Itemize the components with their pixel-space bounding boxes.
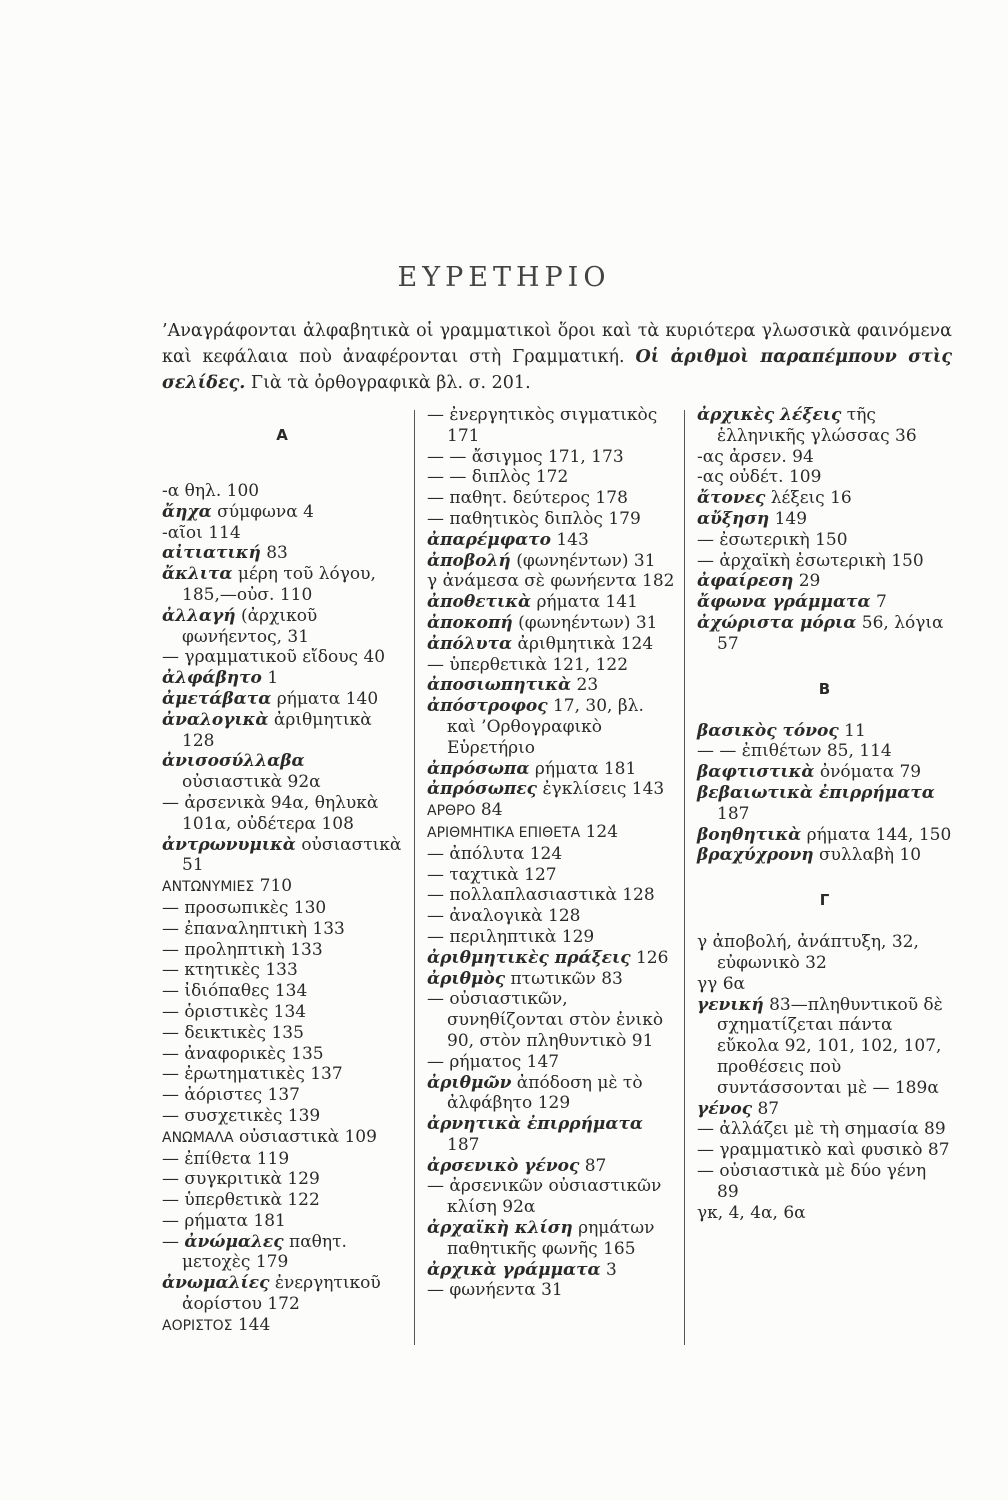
index-entry <box>427 405 675 447</box>
index-entry <box>697 932 952 974</box>
entry-text: — κτητικὲς 133 <box>162 960 298 981</box>
index-entry <box>427 759 675 780</box>
index-entry <box>162 1106 402 1127</box>
entry-text: — περιληπτικὰ 129 <box>427 926 595 947</box>
entry-term: ἀνωμαλίες <box>162 1273 270 1294</box>
intro-tail: Γιὰ τὰ ὀρθογραφικὰ βλ. σ. 201. <box>250 373 531 393</box>
entry-text: 1 <box>267 668 279 689</box>
entry-text: 23 <box>576 675 599 696</box>
index-entry <box>427 800 675 822</box>
index-entry <box>162 1149 402 1170</box>
index-entry <box>697 530 952 551</box>
entry-text: γγ 6α <box>697 973 746 994</box>
index-entry <box>427 488 675 509</box>
entry-text: — παθητικὸς διπλὸς 179 <box>427 508 641 529</box>
entry-text: — δεικτικὲς 135 <box>162 1022 304 1043</box>
entry-term: ἀποκοπή <box>427 612 513 633</box>
index-column-1 <box>162 405 402 1337</box>
index-entry <box>427 634 675 655</box>
entry-text: 187 <box>447 1134 480 1155</box>
entry-text: 83 <box>266 543 288 564</box>
intro-paragraph <box>162 318 952 396</box>
index-entry <box>697 551 952 572</box>
index-entry <box>162 1190 402 1211</box>
entry-term: ἄκλιτα <box>162 564 233 585</box>
entry-text: 187 <box>717 803 750 824</box>
entry-text: — οὐσιαστικῶν, συνηθίζονται στὸν ἑνικὸ 90, στὸν πληθυντικὸ 91 <box>427 989 664 1051</box>
entry-text: ρήματα 144, 150 <box>806 824 952 845</box>
entry-text: — — ἐπιθέτων 85, 114 <box>697 741 892 762</box>
entry-text: — ἐπαναληπτικὴ 133 <box>162 918 345 939</box>
index-entry <box>427 1280 675 1301</box>
entry-term: ἀρνητικὰ ἐπιρρήματα <box>427 1114 643 1135</box>
index-entry <box>697 613 952 655</box>
entry-text: γ ἀνάμεσα σὲ φωνήεντα 182 <box>427 571 675 592</box>
index-entry <box>162 981 402 1002</box>
index-entry <box>162 564 402 606</box>
entry-text: — ρήματα 181 <box>162 1210 286 1231</box>
index-entry <box>162 1232 402 1274</box>
index-entry <box>162 710 402 752</box>
index-entry <box>427 1073 675 1115</box>
entry-text: 710 <box>259 876 293 897</box>
entry-term: ἀχώριστα μόρια <box>697 612 857 633</box>
entry-text: — ἐρωτηματικὲς 137 <box>162 1064 343 1085</box>
entry-text: — ὁριστικὲς 134 <box>162 1001 307 1022</box>
entry-text: — ὑπερθετικὰ 121, 122 <box>427 654 629 675</box>
index-entry <box>427 675 675 696</box>
entry-term: ἀποσιωπητικὰ <box>427 675 572 696</box>
column-divider <box>684 410 685 1345</box>
entry-text: 3 <box>606 1259 617 1280</box>
entry-text: — πολλαπλασιαστικὰ 128 <box>427 885 655 906</box>
index-entry <box>162 543 402 564</box>
entry-text: 87 <box>757 1098 780 1119</box>
index-entry <box>162 523 402 544</box>
intro-text: ’Αναγράφονται ἀλφαβητικὰ οἱ γραμματικοὶ ὅροι καὶ τὰ κυριότερα γλωσσικὰ φαινόμενα καὶ κεφάλαια ποὺ ἀναφέρονται στὴ Γραμματική. <box>162 321 952 367</box>
index-entry <box>427 865 675 886</box>
entry-text: -αῖοι 114 <box>162 522 241 543</box>
index-entry <box>427 447 675 468</box>
index-entry <box>697 995 952 1099</box>
index-entry <box>427 822 675 844</box>
entry-text: -α θηλ. 100 <box>162 481 260 501</box>
entry-text: — ἀπόλυτα 124 <box>427 843 563 864</box>
entry-text: 56, λόγια 57 <box>717 612 944 654</box>
index-entry <box>427 592 675 613</box>
entry-text: ἀριθμητικὰ 128 <box>182 709 372 751</box>
entry-text: πτωτικῶν 83 <box>510 968 623 989</box>
index-entry <box>697 447 952 468</box>
index-entry <box>427 696 675 758</box>
entry-term: ἀρσενικὸ γένος <box>427 1155 580 1176</box>
entry-text: (φωνηέντων) 31 <box>516 550 656 571</box>
entry-text: — — ἄσιγμος 171, 173 <box>427 446 624 467</box>
index-entry <box>427 571 675 592</box>
index-entry <box>427 509 675 530</box>
index-entry <box>162 793 402 835</box>
entry-term: βασικὸς τόνος <box>697 720 839 741</box>
entry-caps-term: ΑΟΡΙΣΤΟΣ <box>162 1317 233 1334</box>
entry-term: ἄτονες <box>697 488 766 509</box>
index-entry <box>427 1260 675 1281</box>
index-entry <box>697 509 952 530</box>
entry-term: ἀριθμητικὲς πράξεις <box>427 947 631 968</box>
entry-text: γ ἀποβολή, ἀνάπτυξη, 32, εὐφωνικὸ 32 <box>697 932 919 973</box>
entry-term: ἀρχικὲς λέξεις <box>697 405 842 425</box>
entry-text: 11 <box>844 720 866 741</box>
column-divider <box>414 410 415 1345</box>
index-entry <box>697 467 952 488</box>
index-entry <box>162 1064 402 1085</box>
entry-text: γκ, 4, 4α, 6α <box>697 1202 806 1223</box>
index-entry <box>427 844 675 865</box>
index-entry <box>697 1203 952 1224</box>
index-entry <box>697 783 952 825</box>
entry-text: 87 <box>584 1155 607 1176</box>
entry-term: ἀνώμαλες <box>184 1231 284 1252</box>
index-entry <box>427 885 675 906</box>
entry-text: — ἐσωτερικὴ 150 <box>697 529 848 550</box>
entry-text: — ἀναφορικὲς 135 <box>162 1043 324 1064</box>
index-entry <box>162 606 402 648</box>
index-entry <box>427 1218 675 1260</box>
index-entry <box>427 467 675 488</box>
index-entry <box>427 969 675 990</box>
entry-term: βαφτιστικὰ <box>697 762 815 783</box>
entry-text: 29 <box>798 571 821 592</box>
index-entry <box>427 779 675 800</box>
entry-text: τῆς ἑλληνικῆς γλώσσας 36 <box>717 405 917 446</box>
entry-text: σύμφωνα 4 <box>217 501 314 522</box>
entry-text: — ἰδιόπαθες 134 <box>162 981 308 1002</box>
index-entry <box>697 1119 952 1140</box>
entry-term: ἄφωνα γράμματα <box>697 592 871 613</box>
entry-term: ἀριθμὸς <box>427 968 506 989</box>
entry-term: αὔξηση <box>697 508 770 529</box>
entry-text: 124 <box>585 821 619 842</box>
entry-text: — ἀρχαϊκὴ ἐσωτερικὴ 150 <box>697 550 924 571</box>
index-entry <box>697 1099 952 1120</box>
entry-term: ἀρχικὰ γράμματα <box>427 1259 601 1280</box>
entry-term: βεβαιωτικὰ ἐπιρρήματα <box>697 782 935 803</box>
entry-term: ἀριθμῶν <box>427 1072 512 1093</box>
index-entry <box>697 488 952 509</box>
index-entry <box>427 1114 675 1156</box>
index-entry <box>427 1156 675 1177</box>
index-entry <box>162 1002 402 1023</box>
entry-text: — ἐπίθετα 119 <box>162 1148 290 1169</box>
entry-text: ὀνόματα 79 <box>819 762 922 783</box>
index-entry <box>162 689 402 710</box>
index-entry <box>697 974 952 995</box>
index-entry <box>427 906 675 927</box>
entry-caps-term: ΑΡΙΘΜΗΤΙΚΑ ΕΠΙΘΕΤΑ <box>427 824 581 841</box>
index-entry <box>162 1169 402 1190</box>
entry-text: συλλαβὴ 10 <box>819 845 922 866</box>
entry-term: ἀμετάβατα <box>162 688 272 709</box>
section-letter: Α <box>276 426 288 444</box>
entry-text: 144 <box>237 1314 271 1335</box>
index-entry <box>162 502 402 523</box>
entry-term: ἀπρόσωπα <box>427 758 530 779</box>
page-title: ΕΥΡΕΤΗΡΙΟ <box>397 262 611 293</box>
entry-prefix: — <box>162 1231 179 1252</box>
entry-text: οὐσιαστικὰ 109 <box>238 1126 377 1147</box>
section-letter: Γ <box>819 891 830 910</box>
entry-caps-term: ΑΝΩΜΑΛΑ <box>162 1129 234 1146</box>
entry-term: ἀποβολή <box>427 550 511 571</box>
entry-text: 143 <box>556 529 589 550</box>
entry-text: — συσχετικὲς 139 <box>162 1105 321 1126</box>
entry-term: γενική <box>697 994 764 1015</box>
entry-term: ἀλφάβητο <box>162 668 262 689</box>
index-entry <box>697 825 952 846</box>
index-entry <box>162 1085 402 1106</box>
entry-text: — ἀρσενικῶν οὐσιαστικῶν κλίση 92α <box>427 1176 662 1218</box>
entry-term: βραχύχρονη <box>697 845 814 866</box>
entry-text: — ἐνεργητικὸς σιγματικὸς 171 <box>427 405 658 446</box>
index-entry <box>697 762 952 783</box>
index-entry <box>162 898 402 919</box>
entry-text: — ἀρσενικὰ 94α, θηλυκὰ 101α, οὐδέτερα 108 <box>162 792 379 834</box>
index-entry <box>162 1315 402 1337</box>
index-entry <box>427 948 675 969</box>
entry-text: (ἀρχικοῦ φωνήεντος, 31 <box>182 605 318 647</box>
entry-term: ἀντρωνυμικὰ <box>162 834 296 855</box>
index-entry <box>427 655 675 676</box>
entry-text: μέρη τοῦ λόγου, 185,—οὐσ. 110 <box>182 564 376 605</box>
index-entry <box>162 835 402 877</box>
index-column-3 <box>697 405 952 1223</box>
entry-text: ἐγκλίσεις 143 <box>542 779 665 800</box>
intro-emphasis: Οἱ ἀριθμοὶ παραπέμπουν στὶς σελίδες. <box>162 347 953 393</box>
index-column-2 <box>427 405 675 1301</box>
entry-text: — γραμματικοῦ εἴδους 40 <box>162 647 386 668</box>
index-entry <box>427 927 675 948</box>
entry-text: οὐσιαστικὰ 92α <box>182 772 321 793</box>
index-entry <box>427 989 675 1051</box>
entry-term: ἀφαίρεση <box>697 571 794 592</box>
index-entry <box>162 1127 402 1149</box>
entry-term: ἀναλογικὰ <box>162 709 269 730</box>
index-entry <box>697 1140 952 1161</box>
entry-term: ἀρχαϊκὴ κλίση <box>427 1218 573 1239</box>
index-entry <box>162 751 402 793</box>
entry-text: — παθητ. δεύτερος 178 <box>427 488 628 509</box>
entry-text: ρήματα 140 <box>276 688 379 709</box>
entry-text: — συγκριτικὰ 129 <box>162 1169 320 1190</box>
index-entry <box>697 741 952 762</box>
entry-text: ρήματα 181 <box>534 758 637 779</box>
index-entry <box>427 613 675 634</box>
index-entry <box>697 845 952 866</box>
entry-text: παθητ. μετοχὲς 179 <box>182 1231 347 1273</box>
entry-caps-term: ΑΝΤΩΝΥΜΙΕΣ <box>162 879 255 896</box>
entry-text: — ἀόριστες 137 <box>162 1085 300 1106</box>
entry-term: ἀποθετικὰ <box>427 592 532 613</box>
entry-text: — προληπτικὴ 133 <box>162 939 323 960</box>
index-entry <box>162 940 402 961</box>
entry-text: 84 <box>480 800 503 821</box>
entry-text: ἀπόδοση μὲ τὸ ἀλφάβητο 129 <box>447 1072 643 1114</box>
entry-term: ἀλλαγή <box>162 605 236 626</box>
entry-text: — ἀλλάζει μὲ τὴ σημασία 89 <box>697 1119 946 1140</box>
entry-text: ρήματα 141 <box>536 592 638 613</box>
entry-text: 83—πληθυντικοῦ δὲ σχηματίζεται πάντα εὔκολα 92, 101, 102, 107, προθέσεις ποὺ συντάσσονται μὲ — 189α <box>717 994 943 1098</box>
entry-text: ρημάτων παθητικῆς φωνῆς 165 <box>447 1218 655 1259</box>
index-entry <box>162 647 402 668</box>
entry-text: — — διπλὸς 172 <box>427 467 569 488</box>
index-entry <box>697 405 952 447</box>
index-entry <box>427 530 675 551</box>
index-entry <box>162 1044 402 1065</box>
entry-caps-term: ΑΡΘΡΟ <box>427 803 476 820</box>
index-entry <box>697 592 952 613</box>
index-entry <box>162 919 402 940</box>
entry-term: ἄηχα <box>162 501 212 522</box>
index-entry <box>162 1023 402 1044</box>
entry-term: ἀπόλυτα <box>427 633 513 654</box>
index-entry <box>427 1176 675 1218</box>
index-entry <box>697 571 952 592</box>
entry-text: — ὑπερθετικὰ 122 <box>162 1190 320 1211</box>
entry-text: -ας ἀρσεν. 94 <box>697 446 814 467</box>
entry-term: γένος <box>697 1098 753 1119</box>
entry-text: — ἀναλογικὰ 128 <box>427 906 581 927</box>
entry-text: ἀριθμητικὰ 124 <box>517 633 654 654</box>
entry-text: — ταχτικὰ 127 <box>427 864 557 885</box>
entry-term: αἰτιατική <box>162 543 261 564</box>
index-entry <box>162 668 402 689</box>
entry-text: ἐνεργητικοῦ ἀορίστου 172 <box>182 1273 381 1315</box>
index-entry <box>162 1273 402 1315</box>
entry-text: 7 <box>875 592 887 613</box>
index-entry <box>427 1052 675 1073</box>
entry-text: — γραμματικὸ καὶ φυσικὸ 87 <box>697 1140 950 1161</box>
entry-text: 149 <box>774 508 808 529</box>
entry-term: βοηθητικὰ <box>697 824 802 845</box>
entry-text: — οὐσιαστικὰ μὲ δύο γένη 89 <box>697 1160 927 1202</box>
index-entry <box>697 721 952 742</box>
entry-text: — ρήματος 147 <box>427 1051 560 1072</box>
entry-text: 126 <box>635 947 669 968</box>
entry-text: — προσωπικὲς 130 <box>162 897 327 918</box>
entry-text: -ας οὐδέτ. 109 <box>697 467 822 488</box>
entry-term: ἀνισοσύλλαβα <box>162 751 305 772</box>
entry-text: λέξεις 16 <box>770 488 852 509</box>
entry-text: 17, 30, βλ. καὶ ’Ορθογραφικὸ Εὑρετήριο <box>447 696 644 758</box>
entry-text: (φωνηέντων) 31 <box>518 612 658 633</box>
section-letter: Β <box>818 679 831 698</box>
entry-text: οὐσιαστικὰ 51 <box>182 834 402 876</box>
index-entry <box>162 876 402 898</box>
entry-term: ἀπόστροφος <box>427 696 548 717</box>
entry-term: ἀπρόσωπες <box>427 779 538 800</box>
index-entry <box>162 1211 402 1232</box>
index-entry <box>162 481 402 502</box>
entry-term: ἀπαρέμφατο <box>427 529 551 550</box>
index-entry <box>427 551 675 572</box>
index-entry <box>162 960 402 981</box>
index-entry <box>697 1161 952 1203</box>
entry-text: — φωνήεντα 31 <box>427 1280 563 1301</box>
